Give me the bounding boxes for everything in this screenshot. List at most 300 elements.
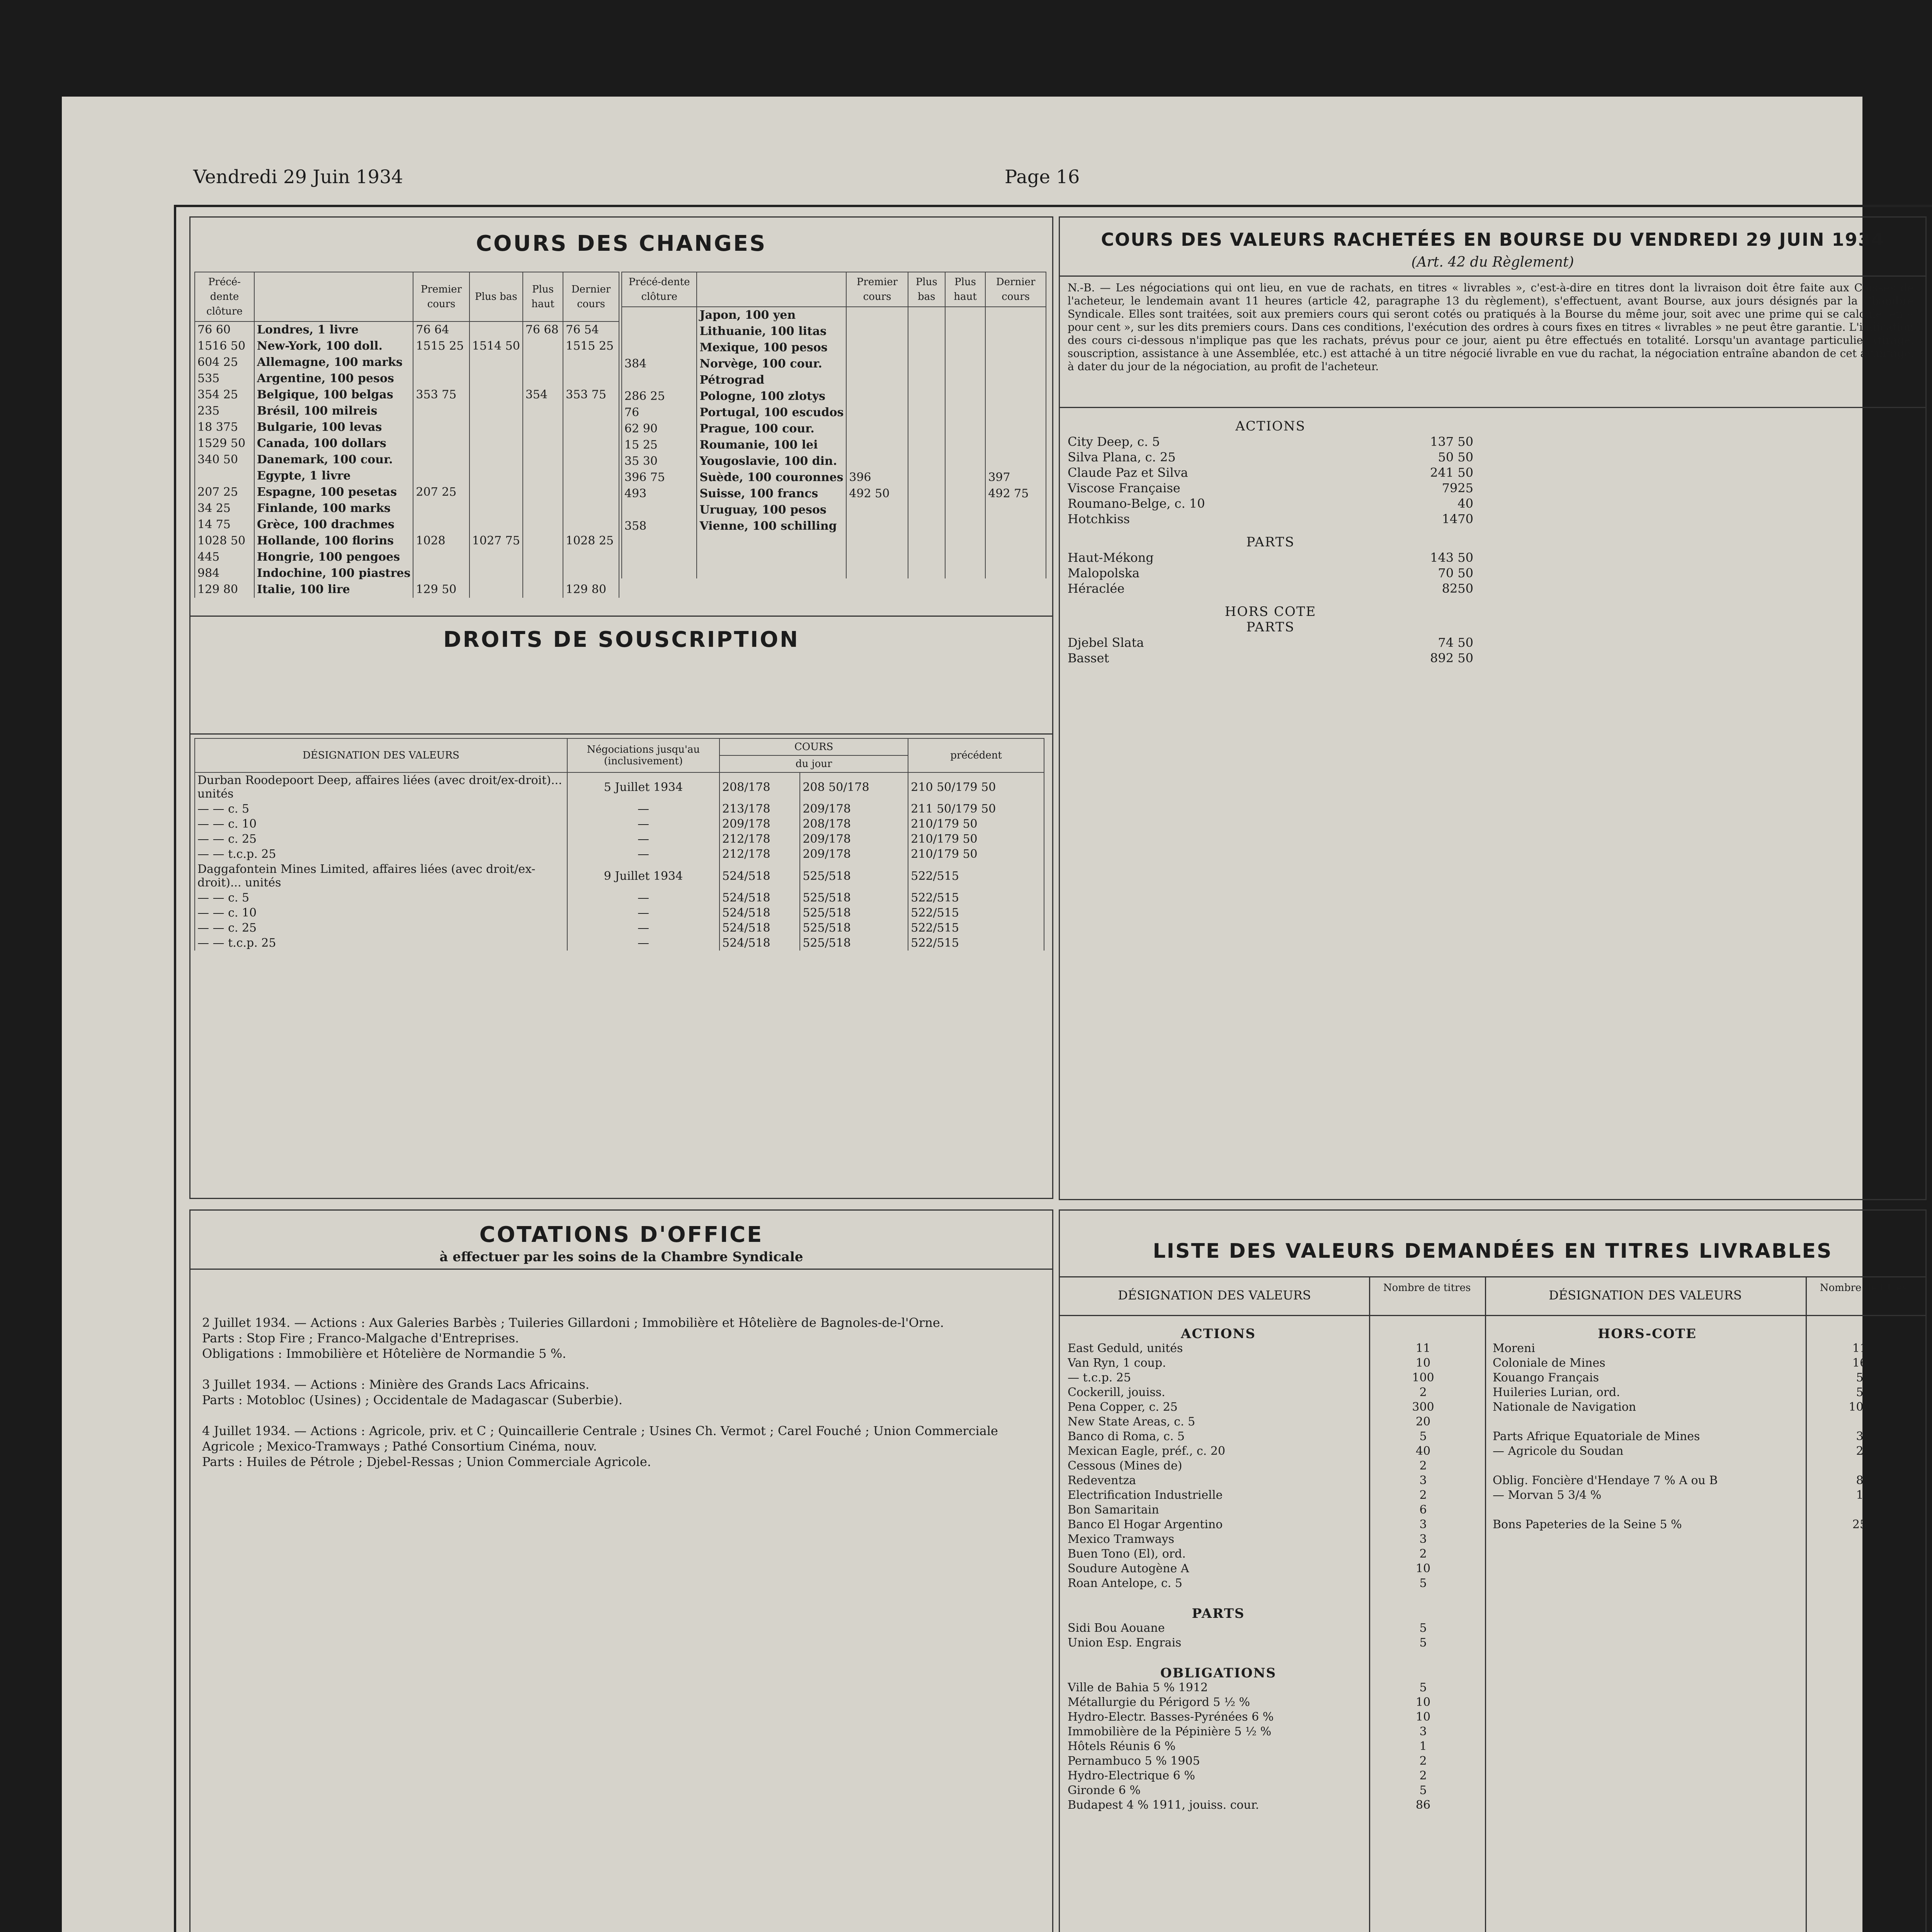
changes-cell: [908, 437, 945, 453]
changes-row: [195, 452, 619, 468]
souscription-row: [195, 832, 1044, 847]
changes-cell: [413, 371, 469, 387]
rachetees-section: [1059, 216, 1927, 1200]
changes-cell: [563, 452, 619, 468]
page-number: Page 16: [1005, 166, 1080, 188]
rachetees-part-row: [1068, 550, 1473, 565]
liste-action-row: [1068, 1503, 1477, 1517]
changes-cell: Belgique, 100 belgas: [254, 387, 413, 403]
souscription-designation: — — c. 25: [195, 920, 567, 935]
changes-cell: [908, 469, 945, 486]
changes-cell: 535: [195, 371, 254, 387]
souscription-row: [195, 801, 1044, 816]
changes-cell: 15 25: [622, 437, 697, 453]
changes-cell: [413, 403, 469, 419]
souscription-date: —: [567, 935, 719, 951]
souscription-date: 9 Juillet 1934: [567, 862, 719, 890]
changes-row: [622, 421, 1046, 437]
liste-h-designation-left: DÉSIGNATION DES VALEURS: [1118, 1288, 1311, 1303]
liste-hc-row: [1493, 1517, 1918, 1532]
changes-row: [622, 307, 1046, 323]
changes-cell: 604 25: [195, 354, 254, 371]
liste-part-row: [1068, 1621, 1477, 1636]
liste-hc-value: 8: [1856, 1474, 1864, 1487]
changes-cell: 76 64: [413, 321, 469, 338]
souscription-cours-precedent: 522/515: [908, 935, 1044, 951]
liste-obligations-label: OBLIGATIONS: [1160, 1665, 1277, 1681]
changes-row: [622, 549, 1046, 564]
rachetees-action-label: Viscose Française: [1068, 481, 1180, 495]
changes-row: [622, 372, 1046, 388]
changes-cell: [523, 484, 563, 500]
changes-cell: 76: [622, 405, 697, 421]
changes-cell: Suisse, 100 francs: [697, 486, 846, 502]
souscription-cours-jour-a: 524/518: [719, 935, 800, 951]
changes-cell: [523, 435, 563, 452]
rachetees-action-value: 40: [1458, 496, 1473, 511]
souscription-cours-jour-a: 524/518: [719, 862, 800, 890]
liste-action-label: Bon Samaritain: [1068, 1503, 1159, 1517]
changes-cell: [846, 534, 908, 549]
changes-cell: [469, 371, 523, 387]
liste-obligation-label: Pernambuco 5 % 1905: [1068, 1754, 1200, 1768]
changes-cell: 76 60: [195, 321, 254, 338]
liste-hc-value: 100: [1849, 1400, 1871, 1414]
liste-hc-label: — Agricole du Soudan: [1493, 1444, 1624, 1458]
rachetees-action-row: [1068, 496, 1473, 511]
cotations-paragraph: Parts : Stop Fire ; Franco-Malgache d'Entreprises.: [202, 1331, 519, 1345]
souscription-cours-precedent: 210 50/179 50: [908, 772, 1044, 801]
changes-cell: [697, 534, 846, 549]
liste-hc-label: Huileries Lurian, ord.: [1493, 1386, 1620, 1399]
col-first: Premier cours: [413, 272, 469, 321]
liste-hc-value: 2: [1856, 1444, 1864, 1458]
changes-cell: [563, 484, 619, 500]
changes-cell: [563, 549, 619, 565]
col-currency: [697, 272, 846, 307]
changes-cell: [846, 437, 908, 453]
changes-cell: [945, 453, 986, 469]
changes-cell: [985, 388, 1046, 405]
divider: [1060, 276, 1925, 277]
souscription-row: [195, 847, 1044, 862]
souscription-row: [195, 905, 1044, 920]
changes-cell: [413, 565, 469, 582]
rachetees-note: N.-B. — Les négociations qui ont lieu, en vue de rachats, en titres « livrables », c'est-à-dire en titres dont la livraison doit être faite aux Caisses de l'acheteur, le lendemain avant 11 heures (article 42, paragraphe 13 du règlement), s'effectuent, avant Bourse, aux jours désignés par la Chambre Syndicale. Elles sont traitées, soit aux premiers cours qui seront cotés ou pratiqués à la Bourse du même jour, soit avec une prime qui se calcule, en « pour cent », sur les dits premiers cours. Dans ces conditions, l'exécution des ordres à cours fixes en titres « livrables » ne peut être garantie. L'indication des cours ci-dessous n'implique pas que les rachats, prévus pour ce jour, aient pu être effectués en totalité. Lorsqu'un avantage particulier (tirage, souscription, assistance à une Assemblée, etc.) est attaché à un titre négocié livrable en vue du rachat, la négociation entraîne abandon de cet avantage, à dater du jour de la négociation, au profit de l'acheteur.: [1068, 281, 1914, 373]
liste-part-value: 5: [1419, 1621, 1427, 1635]
rachetees-part-value: 70 50: [1438, 566, 1473, 580]
changes-cell: 340 50: [195, 452, 254, 468]
liste-hc-label: Coloniale de Mines: [1493, 1356, 1605, 1370]
cotations-text: [202, 1315, 1041, 1469]
liste-action-value: 5: [1419, 1577, 1427, 1590]
changes-cell: Bulgarie, 100 levas: [254, 419, 413, 435]
changes-cell: [563, 403, 619, 419]
liste-obligation-row: [1068, 1769, 1477, 1783]
changes-cell: [523, 371, 563, 387]
liste-obligation-value: 2: [1419, 1754, 1427, 1768]
changes-cell: [469, 517, 523, 533]
changes-cell: [622, 323, 697, 340]
col-cours: COURS: [719, 738, 908, 755]
rachetees-subtitle: (Art. 42 du Règlement): [1411, 254, 1574, 270]
changes-cell: [413, 452, 469, 468]
changes-cell: [523, 533, 563, 549]
liste-hc-label: Parts Afrique Equatoriale de Mines: [1493, 1430, 1700, 1443]
changes-cell: Prague, 100 cour.: [697, 421, 846, 437]
liste-hc-label: Oblig. Foncière d'Hendaye 7 % A ou B: [1493, 1474, 1718, 1487]
divider: [1060, 407, 1925, 408]
liste-action-row: [1068, 1576, 1477, 1591]
liste-hc-row: [1493, 1473, 1918, 1488]
col-high: Plus haut: [945, 272, 986, 307]
changes-row: [195, 565, 619, 582]
changes-cell: Londres, 1 livre: [254, 321, 413, 338]
rachetees-part-value: 8250: [1442, 581, 1473, 596]
changes-table-right: [621, 272, 1046, 578]
changes-cell: [523, 403, 563, 419]
rachetees-action-row: [1068, 449, 1473, 465]
changes-cell: [846, 421, 908, 437]
changes-cell: 1515 25: [413, 338, 469, 354]
changes-cell: [908, 549, 945, 564]
cotations-paragraph: 2 Juillet 1934. — Actions : Aux Galeries Barbès ; Tuileries Gillardoni ; Immobilière et Hôtelière de Bagnoles-de-l'Orne.: [202, 1315, 944, 1330]
changes-cell: 235: [195, 403, 254, 419]
rachetees-action-value: 1470: [1442, 512, 1473, 526]
souscription-cours-precedent: 211 50/179 50: [908, 801, 1044, 816]
liste-action-row: [1068, 1488, 1477, 1503]
changes-cell: [945, 388, 986, 405]
liste-obligation-row: [1068, 1783, 1477, 1798]
liste-obligation-label: Budapest 4 % 1911, jouiss. cour.: [1068, 1798, 1259, 1812]
col-designation: DÉSIGNATION DES VALEURS: [195, 738, 567, 772]
liste-part-label: Sidi Bou Aouane: [1068, 1621, 1165, 1635]
liste-obligation-label: Gironde 6 %: [1068, 1784, 1141, 1797]
changes-cell: [523, 338, 563, 354]
rachetees-hc-row: [1068, 635, 1473, 650]
changes-cell: 129 80: [563, 582, 619, 598]
souscription-row: [195, 772, 1044, 801]
souscription-cours-jour-a: 212/178: [719, 847, 800, 862]
liste-action-value: 2: [1419, 1488, 1427, 1502]
rachetees-action-row: [1068, 480, 1473, 496]
changes-cell: [469, 549, 523, 565]
souscription-row: [195, 890, 1044, 905]
changes-cell: [697, 549, 846, 564]
liste-action-value: 10: [1415, 1562, 1431, 1575]
changes-cell: [945, 518, 986, 534]
changes-row: [622, 534, 1046, 549]
changes-cell: [697, 564, 846, 578]
rachetees-hc-label: Basset: [1068, 651, 1109, 665]
changes-cell: [985, 421, 1046, 437]
liste-part-value: 5: [1419, 1636, 1427, 1650]
changes-row: [195, 371, 619, 387]
changes-cell: [469, 565, 523, 582]
divider: [190, 1269, 1052, 1270]
liste-h-nombre-left: Nombre de titres: [1383, 1282, 1471, 1294]
changes-row: [622, 564, 1046, 578]
liste-action-row: [1068, 1459, 1477, 1473]
changes-cell: [945, 564, 986, 578]
col-rule: [1485, 1276, 1486, 1932]
rachetees-action-label: Silva Plana, c. 25: [1068, 450, 1176, 464]
col-du-jour: du jour: [719, 755, 908, 772]
souscription-cours-jour-b: 525/518: [800, 905, 908, 920]
changes-cell: 1515 25: [563, 338, 619, 354]
changes-cell: Hongrie, 100 pengoes: [254, 549, 413, 565]
liste-hc-value: 25: [1852, 1518, 1867, 1531]
liste-action-row: [1068, 1561, 1477, 1576]
liste-action-label: East Geduld, unités: [1068, 1342, 1183, 1355]
souscription-cours-precedent: 522/515: [908, 890, 1044, 905]
souscription-cours-jour-b: 525/518: [800, 935, 908, 951]
changes-cell: [846, 564, 908, 578]
liste-action-value: 10: [1415, 1356, 1431, 1370]
changes-cell: Mexique, 100 pesos: [697, 340, 846, 356]
liste-hc-row: [1493, 1400, 1918, 1415]
souscription-designation: — — t.c.p. 25: [195, 935, 567, 951]
changes-cell: [469, 321, 523, 338]
souscription-cours-jour-a: 212/178: [719, 832, 800, 847]
liste-obligation-row: [1068, 1754, 1477, 1769]
changes-cell: 396: [846, 469, 908, 486]
changes-cell: [469, 387, 523, 403]
changes-cell: [945, 340, 986, 356]
changes-cell: 493: [622, 486, 697, 502]
souscription-date: —: [567, 890, 719, 905]
changes-row: [195, 533, 619, 549]
changes-row: [622, 518, 1046, 534]
changes-cell: [945, 372, 986, 388]
liste-action-label: Mexican Eagle, préf., c. 20: [1068, 1444, 1225, 1458]
souscription-cours-precedent: 522/515: [908, 905, 1044, 920]
changes-cell: 353 75: [563, 387, 619, 403]
rachetees-action-value: 7925: [1442, 481, 1473, 495]
changes-row: [622, 437, 1046, 453]
souscription-designation: Daggafontein Mines Limited, affaires liées (avec droit/ex-droit)... unités: [195, 862, 567, 890]
liste-action-value: 100: [1412, 1371, 1434, 1384]
souscription-designation: — — c. 5: [195, 801, 567, 816]
liste-action-row: [1068, 1444, 1477, 1459]
liste-obligation-row: [1068, 1695, 1477, 1710]
liste-action-label: Pena Copper, c. 25: [1068, 1400, 1178, 1414]
cotations-paragraph: 3 Juillet 1934. — Actions : Minière des Grands Lacs Africains.: [202, 1377, 590, 1392]
liste-action-row: [1068, 1473, 1477, 1488]
liste-obligation-value: 10: [1415, 1696, 1431, 1709]
changes-cell: [908, 564, 945, 578]
changes-cell: 129 80: [195, 582, 254, 598]
liste-action-row: [1068, 1415, 1477, 1429]
changes-cell: 445: [195, 549, 254, 565]
changes-cell: 397: [985, 469, 1046, 486]
changes-cell: 34 25: [195, 500, 254, 517]
changes-cell: 353 75: [413, 387, 469, 403]
souscription-row: [195, 816, 1044, 832]
liste-action-row: [1068, 1517, 1477, 1532]
changes-cell: Suède, 100 couronnes: [697, 469, 846, 486]
changes-cell: Italie, 100 lire: [254, 582, 413, 598]
liste-obligation-label: Hydro-Electr. Basses-Pyrénées 6 %: [1068, 1710, 1274, 1724]
changes-cell: [908, 323, 945, 340]
souscription-date: —: [567, 832, 719, 847]
newspaper-page: [62, 97, 1914, 1932]
changes-cell: 1529 50: [195, 435, 254, 452]
liste-action-row: [1068, 1532, 1477, 1547]
liste-action-label: Redeventza: [1068, 1474, 1136, 1487]
souscription-cours-jour-a: 524/518: [719, 890, 800, 905]
changes-cell: 1027 75: [469, 533, 523, 549]
liste-obligation-value: 5: [1419, 1784, 1427, 1797]
liste-hc-label: [1493, 1503, 1806, 1517]
changes-cell: [945, 469, 986, 486]
changes-cell: [469, 582, 523, 598]
liste-h-nombre-right: Nombre de titres: [1820, 1282, 1908, 1294]
liste-hc-row: [1493, 1371, 1918, 1385]
rachetees-action-label: Roumano-Belge, c. 10: [1068, 496, 1205, 511]
liste-hc-label: Moreni: [1493, 1342, 1535, 1355]
liste-hc-row: [1493, 1503, 1918, 1517]
souscription-cours-jour-b: 525/518: [800, 890, 908, 905]
changes-cell: [563, 435, 619, 452]
souscription-date: —: [567, 905, 719, 920]
changes-cell: Lithuanie, 100 litas: [697, 323, 846, 340]
changes-cell: [469, 484, 523, 500]
liste-action-row: [1068, 1429, 1477, 1444]
changes-row: [195, 354, 619, 371]
liste-action-row: [1068, 1341, 1477, 1356]
liste-action-value: 300: [1412, 1400, 1434, 1414]
changes-cell: [908, 502, 945, 518]
rachetees-hc-label: Djebel Slata: [1068, 635, 1144, 650]
liste-action-row: [1068, 1356, 1477, 1371]
souscription-row: [195, 935, 1044, 951]
liste-action-value: 40: [1415, 1444, 1431, 1458]
changes-cell: [563, 468, 619, 484]
liste-part-row: [1068, 1636, 1477, 1650]
liste-action-label: Van Ryn, 1 coup.: [1068, 1356, 1166, 1370]
cotations-paragraph: Obligations : Immobilière et Hôtelière de Normandie 5 %.: [202, 1346, 566, 1361]
changes-cell: [563, 565, 619, 582]
changes-row: [622, 323, 1046, 340]
liste-obligation-row: [1068, 1739, 1477, 1754]
liste-hc-row: [1493, 1356, 1918, 1371]
changes-section: [189, 216, 1053, 735]
changes-cell: Pologne, 100 zlotys: [697, 388, 846, 405]
rachetees-parts-label: PARTS: [1246, 534, 1295, 550]
changes-cell: [945, 421, 986, 437]
changes-row: [622, 469, 1046, 486]
changes-row: [195, 517, 619, 533]
rachetees-action-row: [1068, 434, 1473, 449]
changes-cell: [846, 372, 908, 388]
liste-action-label: Roan Antelope, c. 5: [1068, 1577, 1182, 1590]
changes-cell: [945, 356, 986, 372]
souscription-date: —: [567, 847, 719, 862]
divider: [1060, 1315, 1925, 1316]
changes-cell: [523, 419, 563, 435]
changes-cell: [846, 388, 908, 405]
changes-row: [622, 486, 1046, 502]
changes-cell: 1028: [413, 533, 469, 549]
changes-cell: [908, 405, 945, 421]
rachetees-action-row: [1068, 511, 1473, 527]
changes-cell: Hollande, 100 florins: [254, 533, 413, 549]
rachetees-action-label: Claude Paz et Silva: [1068, 465, 1188, 480]
changes-cell: 1514 50: [469, 338, 523, 354]
page-date: Vendredi 29 Juin 1934: [193, 166, 403, 188]
changes-cell: 207 25: [195, 484, 254, 500]
changes-cell: [985, 405, 1046, 421]
changes-cell: New-York, 100 doll.: [254, 338, 413, 354]
rachetees-actions-label: ACTIONS: [1235, 418, 1306, 434]
souscription-cours-jour-b: 525/518: [800, 920, 908, 935]
liste-hc-label: [1493, 1459, 1806, 1473]
souscription-cours-jour-b: 209/178: [800, 801, 908, 816]
changes-cell: [985, 564, 1046, 578]
changes-cell: [563, 354, 619, 371]
rachetees-action-row: [1068, 465, 1473, 480]
changes-cell: [846, 405, 908, 421]
changes-cell: [846, 323, 908, 340]
changes-cell: 492 50: [846, 486, 908, 502]
souscription-cours-precedent: 522/515: [908, 862, 1044, 890]
changes-cell: [523, 500, 563, 517]
liste-action-row: [1068, 1371, 1477, 1385]
changes-cell: [908, 356, 945, 372]
souscription-cours-jour-b: 525/518: [800, 862, 908, 890]
changes-cell: [563, 500, 619, 517]
liste-hc-value: [1806, 1503, 1914, 1517]
rachetees-hc-parts-label: PARTS: [1246, 619, 1295, 635]
changes-row: [195, 338, 619, 354]
souscription-cours-precedent: 210/179 50: [908, 832, 1044, 847]
changes-cell: 14 75: [195, 517, 254, 533]
changes-cell: [985, 323, 1046, 340]
liste-hc-row: [1493, 1385, 1918, 1400]
divider: [1060, 1276, 1925, 1277]
rachetees-hors-cote-label: HORS COTE: [1225, 604, 1316, 619]
rachetees-part-row: [1068, 581, 1473, 596]
souscription-date: —: [567, 920, 719, 935]
changes-cell: Vienne, 100 schilling: [697, 518, 846, 534]
changes-cell: [985, 356, 1046, 372]
souscription-row: [195, 862, 1044, 890]
changes-cell: [945, 502, 986, 518]
changes-cell: [908, 372, 945, 388]
changes-cell: [195, 468, 254, 484]
changes-cell: 1028 50: [195, 533, 254, 549]
liste-hc-value: [1806, 1459, 1914, 1473]
souscription-designation: Durban Roodepoort Deep, affaires liées (avec droit/ex-droit)... unités: [195, 772, 567, 801]
changes-row: [195, 403, 619, 419]
liste-obligation-value: 86: [1415, 1798, 1431, 1812]
rachetees-hc-value: 74 50: [1438, 635, 1473, 650]
cotations-paragraph: Parts : Motobloc (Usines) ; Occidentale de Madagascar (Suberbie).: [202, 1393, 622, 1407]
liste-action-label: Cessous (Mines de): [1068, 1459, 1182, 1473]
rachetees-part-row: [1068, 565, 1473, 581]
changes-cell: [985, 307, 1046, 323]
liste-action-value: 2: [1419, 1547, 1427, 1561]
souscription-cours-jour-a: 209/178: [719, 816, 800, 832]
liste-action-value: 11: [1415, 1342, 1431, 1355]
changes-row: [622, 340, 1046, 356]
changes-cell: [469, 435, 523, 452]
liste-hc-label: Nationale de Navigation: [1493, 1400, 1636, 1414]
changes-cell: Uruguay, 100 pesos: [697, 502, 846, 518]
liste-left: [1068, 1327, 1477, 1813]
rachetees-action-label: City Deep, c. 5: [1068, 434, 1160, 449]
